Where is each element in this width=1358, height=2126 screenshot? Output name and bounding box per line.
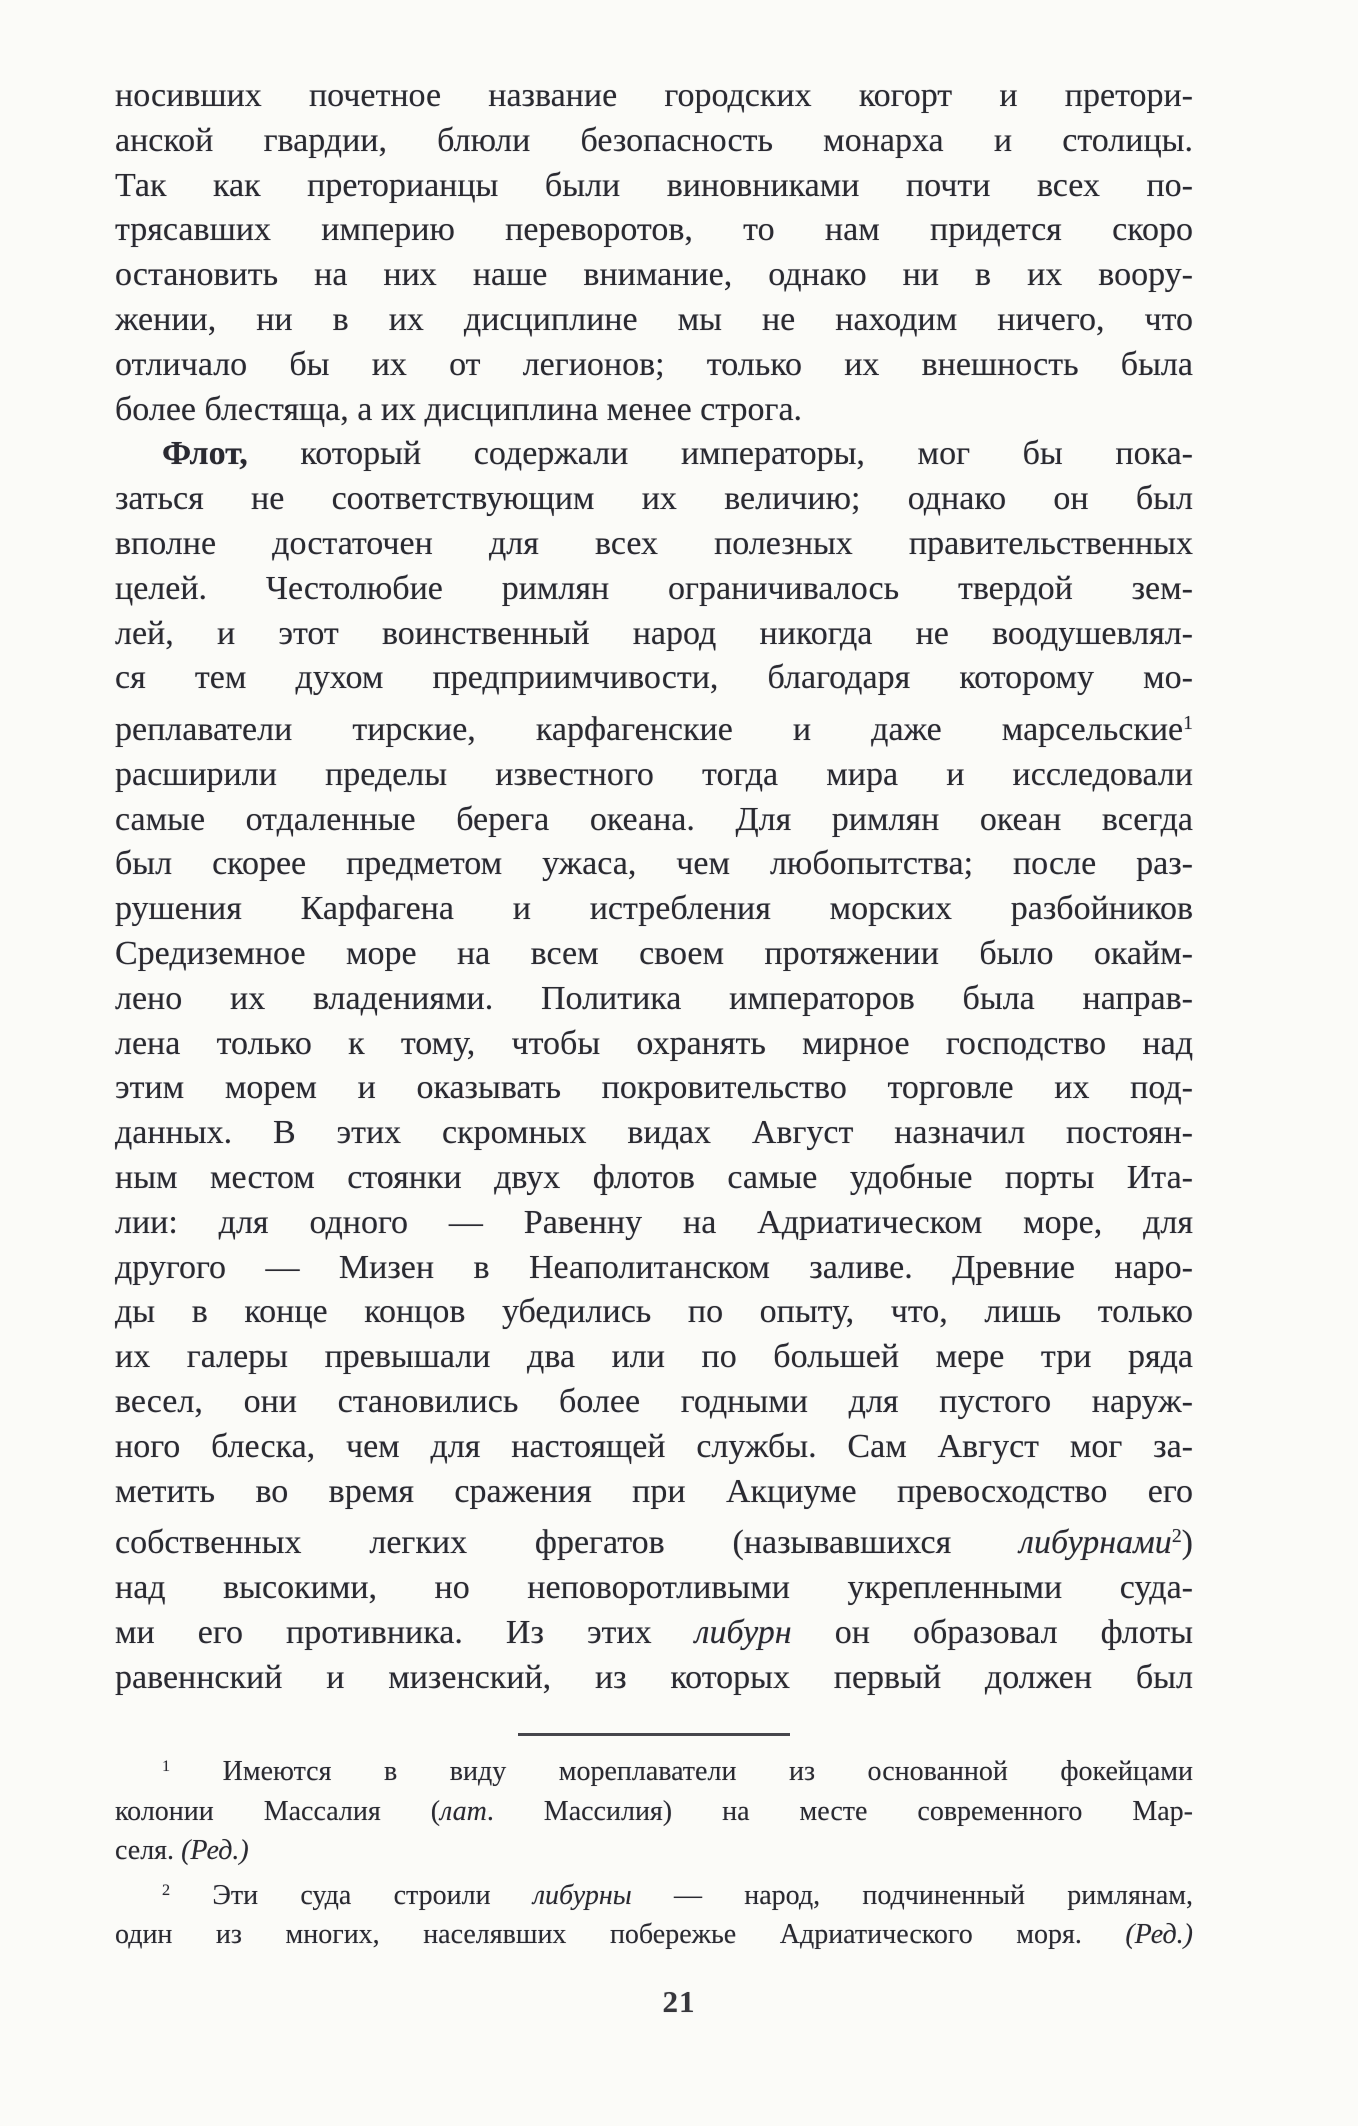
footnote-line (115, 1915, 1193, 1954)
text-segment: (Ред.) (181, 1835, 249, 1867)
text-segment: метить во время сражения при Акциуме превосходство его (115, 1472, 1193, 1510)
text-segment: этим морем и оказывать покровительство торговле их под- (115, 1069, 1193, 1107)
main-text-line (115, 887, 1193, 932)
main-text-line (115, 74, 1193, 119)
text-segment: либурны (532, 1879, 632, 1911)
text-segment: равеннский и мизенский, из которых первый должен был (115, 1658, 1193, 1696)
page-number: 21 (662, 1984, 696, 2019)
footnote-marker: 1 (162, 1757, 171, 1776)
text-segment: ным местом стоянки двух флотов самые удобные порты Ита- (115, 1158, 1193, 1196)
footnote-marker: 2 (1171, 1525, 1182, 1548)
text-segment: их галеры превышали два или по большей мере три ряда (115, 1338, 1193, 1376)
main-text-line (115, 1201, 1193, 1246)
text-segment: — народ, подчиненный римлянам, (631, 1879, 1193, 1911)
main-text-line (115, 208, 1193, 253)
text-segment: более блестяща, а их дисциплина менее строга. (115, 390, 803, 428)
footnotes-block (115, 1747, 1193, 1954)
text-segment: либурн (694, 1613, 792, 1651)
main-text-line (115, 253, 1193, 298)
text-segment: жении, ни в их дисциплине мы не находим ничего, что (115, 300, 1193, 338)
main-text-line (115, 1290, 1193, 1335)
text-segment: собственных легких фрегатов (называвшихся (115, 1524, 1020, 1562)
main-text-line (115, 1514, 1193, 1566)
text-segment: лено их владениями. Политика императоров была направ- (115, 979, 1193, 1017)
text-column (115, 74, 1193, 1954)
main-text-line (115, 567, 1193, 612)
text-segment: который содержали императоры, мог бы пока- (247, 435, 1193, 473)
main-text-line (115, 1380, 1193, 1425)
main-text-line (115, 798, 1193, 843)
main-text-line (115, 842, 1193, 887)
main-text-line (115, 119, 1193, 164)
main-text-line (115, 701, 1193, 753)
main-text-line (115, 1246, 1193, 1291)
text-segment: лат (440, 1795, 487, 1827)
main-text-line (115, 753, 1193, 798)
text-segment: Флот, (162, 435, 248, 473)
text-segment: он образовал флоты (791, 1613, 1194, 1651)
text-segment: либурнами (1019, 1524, 1172, 1562)
footnote-line (115, 1871, 1193, 1915)
text-segment: носивших почетное название городских когорт и претори- (115, 77, 1193, 114)
footnote-line (115, 1831, 1193, 1870)
main-text-line (115, 388, 1193, 433)
main-text-line (115, 1022, 1193, 1067)
text-segment: анской гвардии, блюли безопасность монарха и столицы. (115, 121, 1193, 159)
text-segment: (Ред.) (1125, 1918, 1193, 1950)
text-segment: был скорее предметом ужаса, чем любопытства; после раз- (115, 845, 1193, 883)
footnote-marker: 1 (1183, 712, 1193, 735)
text-segment: селя. (115, 1835, 182, 1867)
footnote-line (115, 1792, 1193, 1831)
text-segment: Средиземное море на всем своем протяжении было окайм- (115, 934, 1193, 972)
main-text-line (115, 1425, 1193, 1470)
text-segment: над высокими, но неповоротливыми укрепленными суда- (115, 1568, 1193, 1606)
text-segment: ного блеска, чем для настоящей службы. Сам Август мог за- (115, 1427, 1193, 1465)
text-segment: целей. Честолюбие римлян ограничивалось твердой зем- (115, 569, 1193, 607)
text-segment: Имеются в виду мореплаватели из основанной фокейцами (170, 1756, 1193, 1788)
text-segment: ся тем духом предприимчивости, благодаря которому мо- (115, 659, 1193, 697)
main-text-line (115, 432, 1193, 477)
text-segment: другого — Мизен в Неаполитанском заливе. Древние наро- (115, 1248, 1193, 1286)
text-segment: Эти суда строили (170, 1879, 533, 1911)
text-segment: реплаватели тирские, карфагенские и даже марсельские (115, 711, 1184, 748)
main-text-line (115, 656, 1193, 701)
text-segment: расширили пределы известного тогда мира и исследовали (115, 755, 1193, 793)
text-segment: лии: для одного — Равенну на Адриатическом море, для (115, 1203, 1193, 1241)
main-text-line (115, 1566, 1193, 1611)
text-segment: один из многих, населявших побережье Адриатического моря. (115, 1918, 1126, 1950)
text-segment: ды в конце концов убедились по опыту, что, лишь только (115, 1293, 1193, 1331)
text-segment: заться не соответствующим их величию; однако он был (115, 480, 1193, 518)
text-segment: отличало бы их от легионов; только их внешность была (115, 345, 1193, 383)
main-text-line (115, 522, 1193, 567)
text-segment: лена только к тому, чтобы охранять мирное господство над (115, 1024, 1193, 1062)
text-segment: трясавших империю переворотов, то нам придется скоро (115, 211, 1193, 249)
text-segment: ми его противника. Из этих (115, 1613, 695, 1651)
text-segment: остановить на них наше внимание, однако ни в их воору- (115, 256, 1193, 294)
text-segment: самые отдаленные берега океана. Для римлян океан всегда (115, 800, 1193, 838)
text-segment: рушения Карфагена и истребления морских разбойников (115, 890, 1193, 928)
text-segment: лей, и этот воинственный народ никогда не воодушевлял- (115, 614, 1193, 652)
main-text-line (115, 1111, 1193, 1156)
text-segment: вполне достаточен для всех полезных правительственных (115, 524, 1193, 562)
main-text-line (115, 1656, 1193, 1701)
main-text-line (115, 343, 1193, 388)
main-text-line (115, 477, 1193, 522)
main-text-line (115, 1611, 1193, 1656)
text-segment: ) (1181, 1524, 1193, 1562)
main-text-line (115, 977, 1193, 1022)
text-segment: Так как преторианцы были виновниками почти всех по- (115, 166, 1193, 204)
main-text-line (115, 1156, 1193, 1201)
main-text-line (115, 932, 1193, 977)
text-segment: данных. В этих скромных видах Август назначил постоян- (115, 1114, 1193, 1152)
main-text-line (115, 164, 1193, 209)
main-text-line (115, 1066, 1193, 1111)
main-text-block (115, 74, 1193, 1700)
main-text-line (115, 1335, 1193, 1380)
main-text-line (115, 612, 1193, 657)
text-segment: колонии Массалия ( (115, 1795, 441, 1827)
main-text-line (115, 298, 1193, 343)
main-text-line (115, 1470, 1193, 1515)
text-segment: весел, они становились более годными для пустого наруж- (115, 1382, 1193, 1420)
footnote-marker: 2 (162, 1880, 171, 1899)
text-segment: . Массилия) на месте современного Мар- (486, 1795, 1193, 1827)
footnote-line (115, 1747, 1193, 1791)
footnote-separator-rule (518, 1733, 790, 1736)
